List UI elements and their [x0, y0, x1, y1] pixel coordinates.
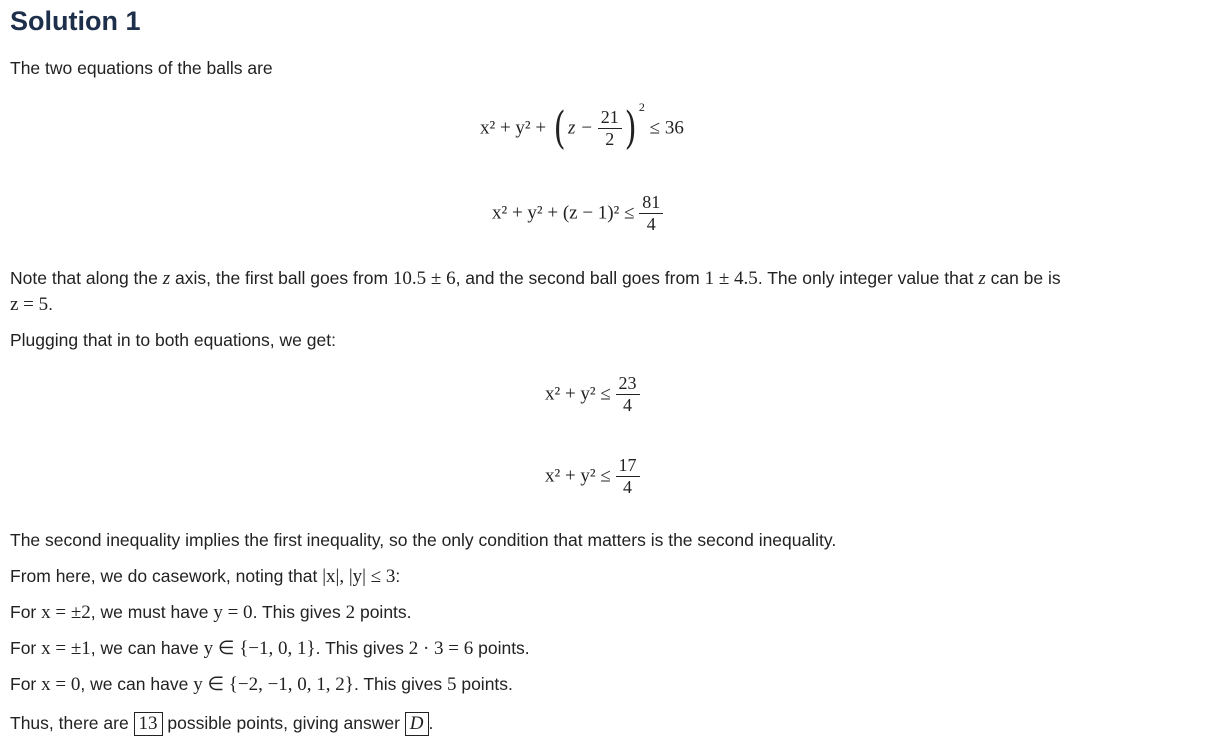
- case3-t4: points.: [456, 674, 513, 694]
- case1-m2: y = 0: [213, 602, 253, 623]
- case2-m1: x = ±1: [41, 638, 91, 659]
- case3-t1: For: [10, 674, 42, 694]
- solution-title: Solution 1: [10, 6, 141, 36]
- eq1-rhs: ≤ 36: [649, 117, 684, 139]
- note-z-equals-5: z = 5: [10, 294, 49, 315]
- final-answer-line: [10, 711, 433, 736]
- eq3-num: 23: [618, 373, 637, 393]
- implies-text: The second inequality implies the first inequality, so the only condition that matters is the second inequality.: [10, 530, 837, 550]
- casework-t1: From here, we do casework, noting that: [10, 566, 323, 586]
- note-var-z-1: z: [162, 268, 171, 289]
- case-x-0: [10, 672, 513, 697]
- eq4-den: 4: [616, 476, 640, 498]
- case3-t2: , we can have: [80, 674, 194, 694]
- eq2-num: 81: [642, 192, 661, 212]
- note-t3: , and the second ball goes from: [455, 268, 705, 288]
- case1-t3: . This gives: [252, 602, 346, 622]
- eq1-inner: z −: [568, 117, 593, 139]
- eq2-den: 4: [639, 213, 663, 235]
- case2-m2: y ∈ {−1, 0, 1}: [203, 638, 316, 659]
- eq1-den: 2: [598, 128, 622, 150]
- boxed-count: 13: [134, 712, 163, 736]
- eq1-right-paren: ): [624, 102, 637, 154]
- case2-m3: 2 · 3 = 6: [408, 638, 474, 659]
- casework-t2: :: [395, 566, 401, 586]
- eq3-den: 4: [616, 394, 640, 416]
- note-t5: can be is: [985, 268, 1061, 288]
- equation-ball-1: [480, 100, 684, 154]
- intro-text: The two equations of the balls are: [10, 58, 273, 78]
- note-t2: axis, the first ball goes from: [170, 268, 393, 288]
- case1-t1: For: [10, 602, 42, 622]
- note-line-2: [10, 292, 53, 317]
- eq4-num: 17: [618, 455, 637, 475]
- note-var-z-2: z: [978, 268, 986, 289]
- case-x-pm2: [10, 600, 412, 625]
- casework-line: [10, 564, 400, 589]
- case1-m3: 2: [345, 602, 356, 623]
- note-t1: Note that along the: [10, 268, 163, 288]
- case2-t2: , we can have: [90, 638, 204, 658]
- final-t3: .: [428, 713, 434, 733]
- case3-t3: . This gives: [353, 674, 447, 694]
- case1-m1: x = ±2: [41, 602, 91, 623]
- case2-t3: . This gives: [315, 638, 409, 658]
- case1-t2: , we must have: [90, 602, 214, 622]
- eq2-lhs: x² + y² + (z − 1)² ≤: [492, 202, 635, 224]
- note-t4: . The only integer value that: [757, 268, 979, 288]
- eq2-fraction: [639, 192, 663, 235]
- note-range-2: 1 ± 4.5: [704, 268, 758, 289]
- eq4-fraction: [616, 455, 640, 498]
- plugging-text: Plugging that in to both equations, we get:: [10, 330, 336, 350]
- case-x-pm1: [10, 636, 530, 661]
- note-line-1: [10, 266, 1061, 291]
- eq1-num: 21: [600, 107, 619, 128]
- equation-4: [545, 455, 640, 498]
- case2-t1: For: [10, 638, 42, 658]
- case1-t4: points.: [355, 602, 412, 622]
- equation-3: [545, 373, 640, 416]
- case2-t4: points.: [473, 638, 530, 658]
- note-period: .: [48, 294, 54, 314]
- final-t2: possible points, giving answer: [162, 713, 405, 733]
- case3-m2: y ∈ {−2, −1, 0, 1, 2}: [193, 674, 354, 695]
- final-t1: Thus, there are: [10, 713, 134, 733]
- eq1-fraction: [598, 107, 622, 150]
- case3-m1: x = 0: [41, 674, 81, 695]
- equation-ball-2: [492, 192, 663, 235]
- boxed-answer: D: [405, 712, 429, 736]
- eq3-lhs: x² + y² ≤: [545, 383, 611, 405]
- eq1-left-paren: (: [553, 102, 566, 154]
- note-range-1: 10.5 ± 6: [392, 268, 456, 289]
- eq4-lhs: x² + y² ≤: [545, 465, 611, 487]
- eq1-lhs: x² + y² +: [480, 117, 551, 139]
- casework-math: |x|, |y| ≤ 3: [322, 566, 396, 587]
- eq1-exp: 2: [638, 100, 645, 114]
- eq3-fraction: [616, 373, 640, 416]
- case3-m3: 5: [446, 674, 457, 695]
